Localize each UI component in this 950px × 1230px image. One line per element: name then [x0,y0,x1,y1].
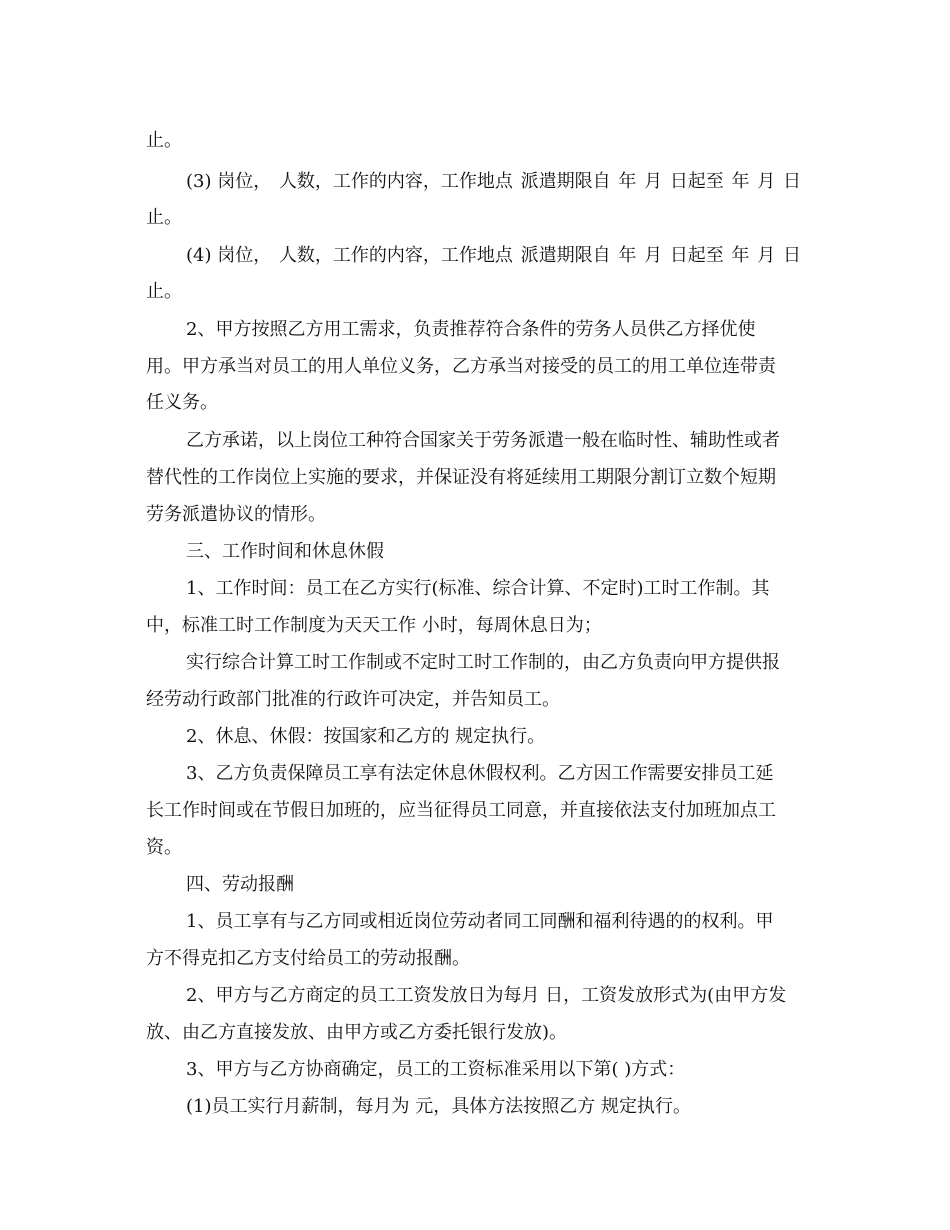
text-line: 3、乙方负责保障员工享有法定休息休假权利。乙方因工作需要安排员工延 [186,763,774,784]
text-line: 替代性的工作岗位上实施的要求，并保证没有将延续用工期限分割订立数个短期 [146,467,776,488]
text-segment: 月 [644,245,663,266]
text-line: 2、甲方按照乙方用工需求，负责推荐符合条件的劳务人员供乙方择优使 [186,319,756,340]
text-segment: 月 [757,245,776,266]
text-line: 任义务。 [146,392,218,413]
text-line: 资。 [146,837,182,858]
text-line: 乙方承诺，以上岗位工种符合国家关于劳务派遣一般在临时性、辅助性或者 [186,430,780,451]
text-line: 止。 [146,281,182,302]
text-line: 劳务派遣协议的情形。 [146,504,326,525]
text-line: 长工作时间或在节假日加班的，应当征得员工同意，并直接依法支付加班加点工 [146,800,776,821]
text-segment: 年 [618,245,637,266]
text-segment: (3) 岗位， [186,171,272,192]
text-line: 3、甲方与乙方协商确定，员工的工资标准采用以下第( )方式： [186,1059,686,1080]
text-segment: 日起至 [669,245,724,266]
text-segment: (4) 岗位， [186,245,272,266]
text-line: 用。甲方承当对员工的用人单位义务，乙方承当对接受的员工的用工单位连带责 [146,356,776,377]
text-segment: 派遣期限自 [520,171,611,192]
text-line: (1)员工实行月薪制，每月为 元，具体方法按照乙方 规定执行。 [186,1096,691,1117]
text-segment: 派遣期限自 [520,245,611,266]
text-line: 1、员工享有与乙方同或相近岗位劳动者同工同酬和福利待遇的的权利。甲 [186,911,774,932]
text-segment: 日起至 [669,171,724,192]
text-line: 止。 [146,130,182,151]
text-line [186,169,801,195]
text-segment: 月 [757,171,776,192]
text-line: 中，标准工时工作制度为天天工作 小时，每周休息日为； [146,615,602,636]
section-heading: 三、工作时间和休息休假 [186,541,384,562]
text-segment: 年 [731,245,750,266]
text-line: 经劳动行政部门批准的行政许可决定，并告知员工。 [146,689,560,710]
text-line: 2、甲方与乙方商定的员工工资发放日为每月 日，工资发放形式为(由甲方发 [186,985,787,1006]
text-segment: 月 [644,171,663,192]
text-segment: 人数，工作的内容，工作地点 [278,245,513,266]
text-line: 实行综合计算工时工作制或不定时工时工作制的，由乙方负责向甲方提供报 [186,652,780,673]
section-heading: 四、劳动报酬 [186,874,294,895]
text-segment: 人数，工作的内容，工作地点 [278,171,513,192]
text-line: 放、由乙方直接发放、由甲方或乙方委托银行发放)。 [146,1022,568,1043]
text-line: 方不得克扣乙方支付给员工的劳动报酬。 [146,948,470,969]
text-line [186,243,801,269]
text-segment: 日 [782,171,801,192]
text-segment: 年 [618,171,637,192]
text-segment: 年 [731,171,750,192]
text-line: 止。 [146,207,182,228]
text-line: 1、工作时间：员工在乙方实行(标准、综合计算、不定时)工时工作制。其 [186,578,770,599]
text-segment: 日 [782,245,801,266]
text-line: 2、休息、休假：按国家和乙方的 规定执行。 [186,726,546,747]
